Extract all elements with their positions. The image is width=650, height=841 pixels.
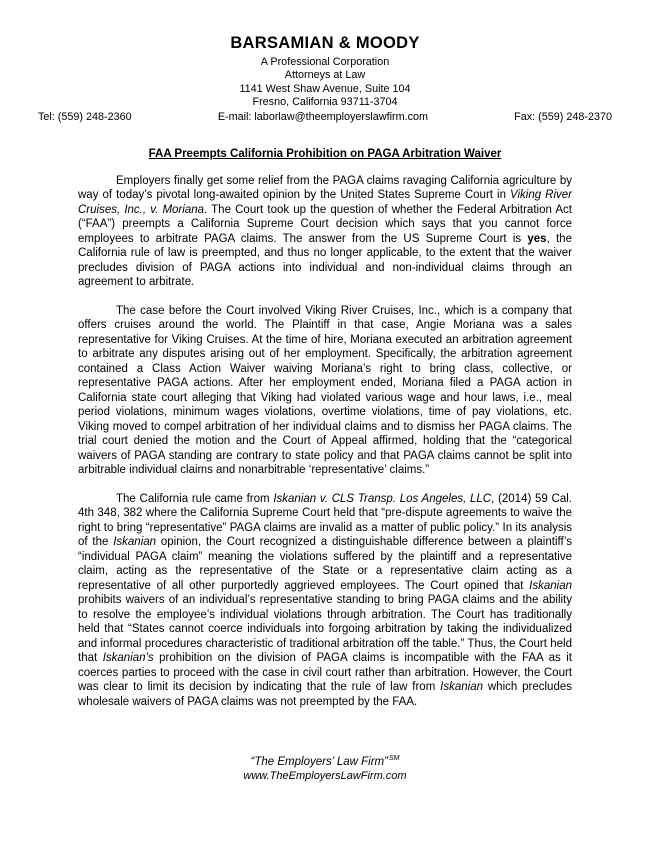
- text-run: prohibits waivers of an individual’s representative standing to bring PAGA claims and the ability to resolve the employee’s individual violations through arbitration. The Court has traditionally held that “States cannot coerce individuals into forgoing arbitration by taking the individualized and informal procedures characteristic of traditional arbitration off the table.” Thus, the Court held that: [78, 594, 572, 665]
- email-address: E-mail: laborlaw@theemployerslawfirm.com: [217, 110, 428, 123]
- case-citation: Iskanian v. CLS Transp. Los Angeles, LLC: [273, 492, 492, 505]
- paragraph-3: [78, 492, 572, 710]
- case-name: Iskanian: [113, 536, 157, 549]
- firm-website: www.TheEmployersLawFirm.com: [243, 769, 407, 782]
- text-run: . The Court took up the question of whether the Federal Arbitration Act (“FAA”) preempts a California Supreme Court decision which says that you cannot force employees to arbitrate PAGA claims. The answer from the US Supreme Court is: [78, 203, 573, 245]
- firm-address-street: 1141 West Shaw Avenue, Suite 104: [239, 82, 411, 95]
- fax-number: Fax: (559) 248-2370: [514, 110, 612, 123]
- text-run: opinion, the Court recognized a distinguishable difference between a plaintiff’s “individual PAGA claim” meaning the violations suffered by the plaintiff and a representative claim, acting as the representative of the State or a representative claim acting as a representative of all other purportedly aggrieved employees. The Court opined that: [78, 536, 572, 592]
- firm-name: BARSAMIAN & MOODY: [230, 34, 420, 52]
- service-mark: SM: [388, 755, 400, 763]
- text-run: , the California rule of law is preempted, and thus no longer applicable, to the extent that the waiver precludes division of PAGA actions into individual and non-individual claims through an agreement to arbitrate.: [78, 232, 572, 289]
- firm-tagline: [38, 755, 612, 768]
- text-run: Employers finally get some relief from the PAGA claims ravaging California agriculture by way of today’s pivotal long-awaited opinion by the United States Supreme Court in: [78, 174, 572, 202]
- case-citation: Viking River Cruises, Inc., v. Moriana: [78, 189, 572, 216]
- tagline-text: “The Employers’ Law Firm”: [250, 755, 388, 768]
- emphasized-word: yes: [527, 232, 547, 245]
- text-run: prohibition on the division of PAGA claims is incompatible with the FAA as it coerces parties to proceed with the case in civil court rather than arbitration. However, the Court was clear to limit its decision by indicating that the rule of law from: [78, 652, 572, 694]
- paragraph-2: [78, 304, 572, 478]
- text-run: The case before the Court involved Viking River Cruises, Inc., which is a company that offers cruises around the world. The Plaintiff in that case, Angie Moriana was a sales representative for Viking Cruises. At the time of hire, Moriana executed an arbitration agreement to arbitrate any disputes arising out of her employment. Specifically, the arbitration agreement contained a Class Action Waiver waiving Moriana’s right to bring class, collective, or representative PAGA actions. After her employment ended, Moriana filed a PAGA action in California state court alleging that Viking had violated various wage and hour laws, i.e., meal period violations, minimum wages violations, overtime violations, time of pay violations, etc. Viking moved to compel arbitration of her individual claims and to dismiss her PAGA claims. The trial court denied the motion and the Court of Appeal affirmed, holding that the “categorical waivers of PAGA standing are contrary to state policy and that PAGA claims cannot be split into arbitrable individual claims and nonarbitrable ‘representative’ claims.”: [78, 304, 572, 477]
- case-name: Iskanian: [529, 579, 572, 592]
- firm-descriptor: A Professional Corporation: [260, 56, 390, 68]
- text-run: , (2014) 59 Cal. 4th 348, 382 where the California Supreme Court held that “pre-dispute agreements to waive the right to bring “representative” PAGA claims are invalid as a matter of public policy.” In its analysis of the: [78, 492, 572, 549]
- firm-address-city: Fresno, California 93711-3704: [252, 96, 398, 109]
- document-footer: [38, 755, 612, 782]
- document-body: [78, 148, 572, 710]
- firm-profession: Attorneys at Law: [284, 69, 366, 82]
- document-title: FAA Preempts California Prohibition on PAGA Arbitration Waiver: [148, 147, 502, 160]
- text-run: which precludes wholesale waivers of PAGA claims was not preempted by the FAA.: [78, 681, 572, 708]
- text-run: The California rule came from: [116, 492, 274, 505]
- letterhead-contact-row: [38, 111, 612, 123]
- telephone-number: Tel: (559) 248-2360: [38, 110, 132, 123]
- paragraph-1: [78, 174, 572, 290]
- letterhead: [38, 34, 612, 123]
- case-name: Iskanian’s: [102, 652, 154, 665]
- case-name: Iskanian: [440, 681, 483, 694]
